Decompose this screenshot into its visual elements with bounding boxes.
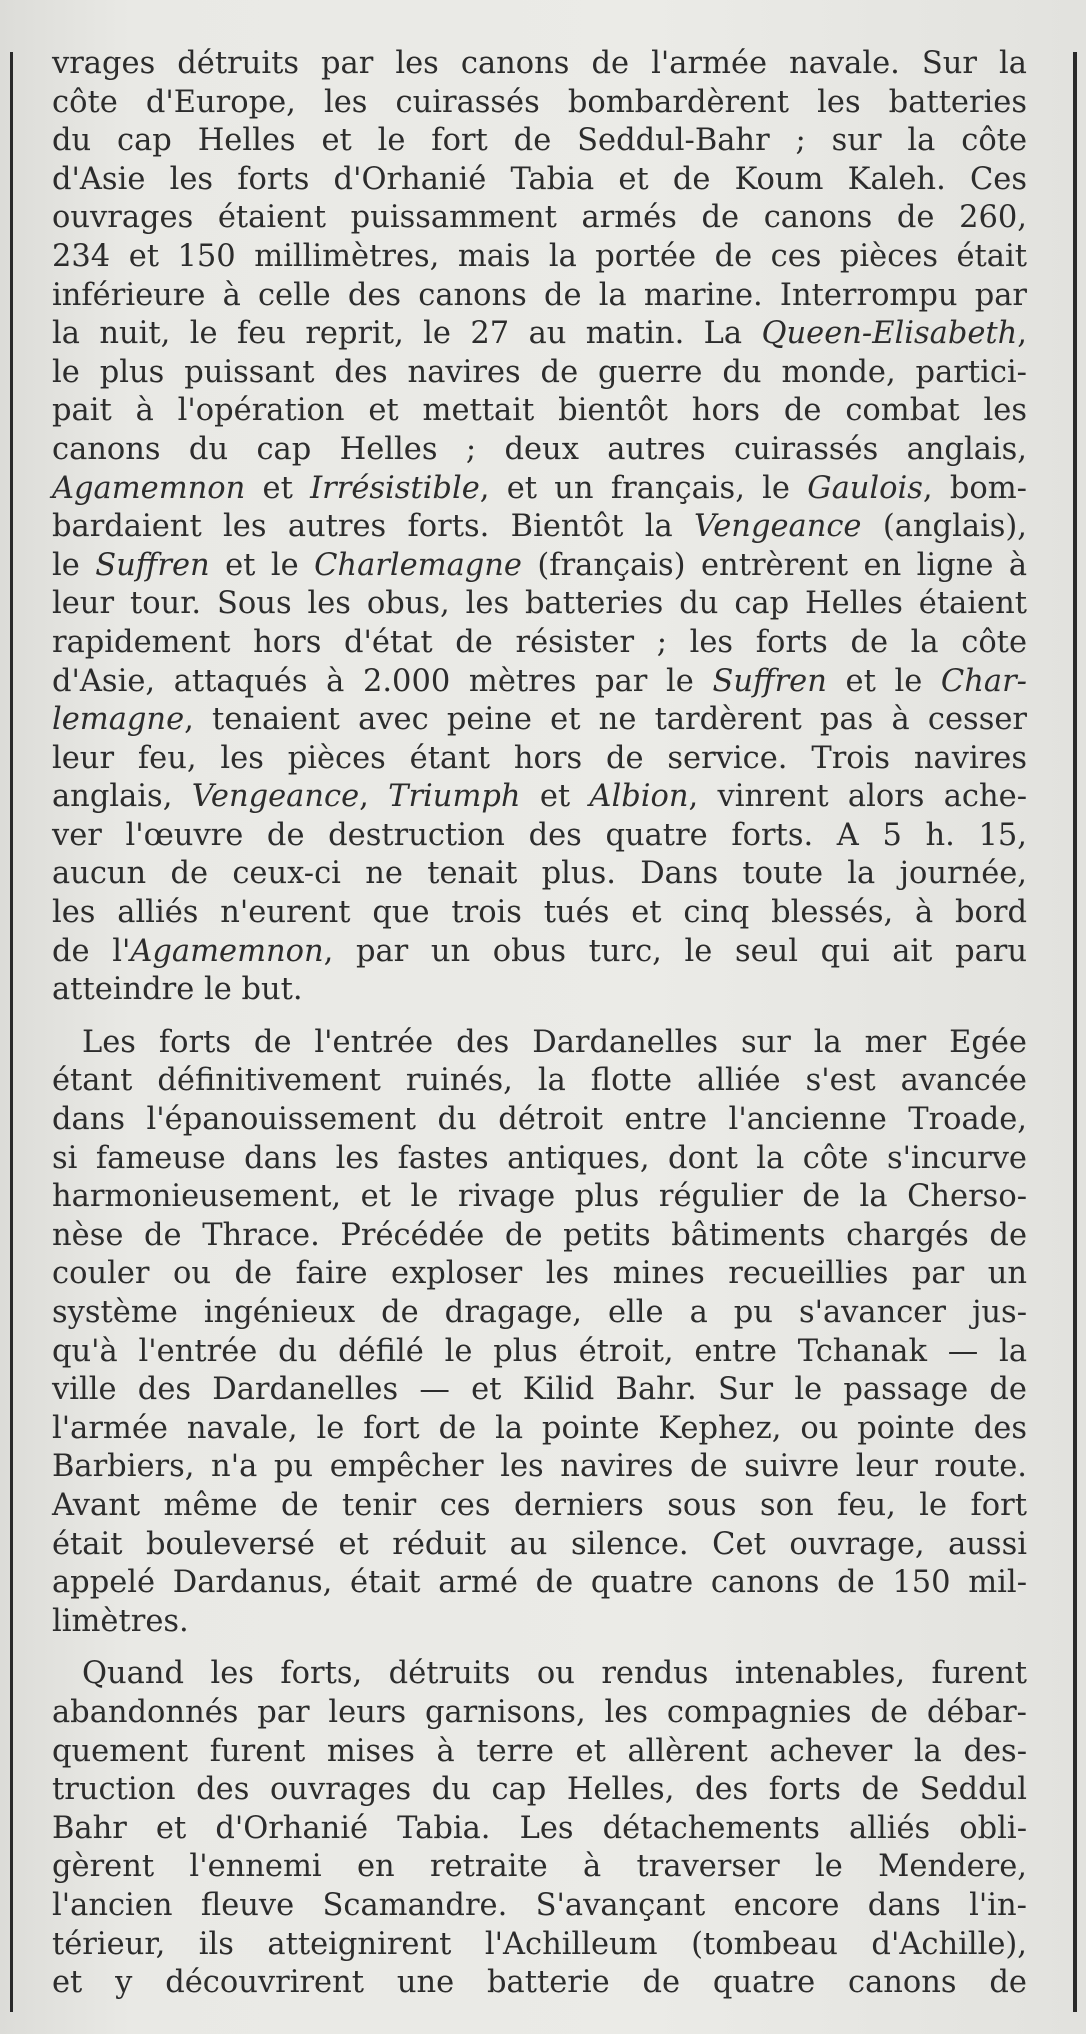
text-line: l'ancien fleuve Scamandre. S'avançant encore dans l'in- [52,1887,1027,1923]
text-line: le Suffren et le Charlemagne (français) entrèrent en ligne à [52,547,1028,583]
text-line: gèrent l'ennemi en retraite à traverser le Mendere, [52,1849,1027,1885]
text-line: inférieure à celle des canons de la marine. Interrompu par [52,277,1027,313]
text-line: du cap Helles et le fort de Seddul-Bahr ; sur la côte [52,123,1027,159]
ship-name: Charlemagne [314,547,522,583]
text-line: leur tour. Sous les obus, les batteries du cap Helles étaient [52,586,1027,622]
text-line: pait à l'opération et mettait bientôt hors de combat les [52,393,1027,429]
text-line: Barbiers, n'a pu empêcher les navires de suivre leur route. [52,1449,1027,1485]
text-line: Quand les forts, détruits ou rendus intenables, furent [82,1656,1027,1692]
text-line: truction des ouvrages du cap Helles, des forts de Seddul [52,1772,1027,1808]
text-line: était bouleversé et réduit au silence. Cet ouvrage, aussi [52,1526,1027,1562]
ship-name: Albion [589,779,689,815]
text-line: rapidement hors d'état de résister ; les forts de la côte [52,624,1027,660]
text-line: abandonnés par leurs garnisons, les compagnies de débar- [52,1694,1027,1730]
text-line: et y découvrirent une batterie de quatre canons de [52,1965,1027,2001]
text-line: canons du cap Helles ; deux autres cuirassés anglais, [52,431,1027,467]
text-line: Bahr et d'Orhanié Tabia. Les détachements alliés obli- [52,1810,1027,1846]
text-line: les alliés n'eurent que trois tués et cinq blessés, à bord [52,895,1027,931]
text-line: Agamemnon et Irrésistible, et un français, le Gaulois, bom- [52,470,1027,506]
text-line: ville des Dardanelles — et Kilid Bahr. Sur le passage de [52,1372,1027,1408]
text-line: côte d'Europe, les cuirassés bombardèrent les batteries [52,84,1027,120]
text-line: lemagne, tenaient avec peine et ne tardèrent pas à cesser [52,702,1027,738]
text-line: l'armée navale, le fort de la pointe Kephez, ou pointe des [52,1410,1027,1446]
text-line: leur feu, les pièces étant hors de service. Trois navires [52,740,1027,776]
ship-name: Suffren [712,663,827,699]
text-line: de l'Agamemnon, par un obus turc, le seul qui ait paru [52,933,1027,969]
paragraph-gap [52,1010,1027,1024]
text-line: appelé Dardanus, était armé de quatre canons de 150 mil- [52,1565,1027,1601]
text-line: dans l'épanouissement du détroit entre l'ancienne Troade, [52,1102,1027,1138]
text-line: harmonieusement, et le rivage plus régulier de la Cherso- [52,1179,1027,1215]
paragraph-gap [52,1641,1027,1655]
body-text [52,45,1027,2003]
text-line: couler ou de faire exploser les mines recueillies par un [52,1256,1027,1292]
text-line: quement furent mises à terre et allèrent achever la des- [52,1733,1027,1769]
right-margin-rule [1073,52,1077,2012]
ship-name: lemagne [52,702,185,738]
text-line: Avant même de tenir ces derniers sous son feu, le fort [52,1487,1027,1523]
ship-name: Gaulois [807,470,923,506]
ship-name: Triumph [388,779,521,815]
text-line: étant définitivement ruinés, la flotte alliée s'est avancée [52,1063,1027,1099]
text-line: qu'à l'entrée du défilé le plus étroit, entre Tchanak — la [52,1333,1027,1369]
text-line: bardaient les autres forts. Bientôt la Vengeance (anglais), [52,509,1028,545]
text-line: ouvrages étaient puissamment armés de canons de 260, [52,200,1027,236]
ship-name: Queen-Elisabeth [761,316,1018,352]
ship-name: Suffren [95,547,210,583]
text-line: aucun de ceux-ci ne tenait plus. Dans toute la journée, [52,856,1027,892]
text-line: ver l'œuvre de destruction des quatre forts. A 5 h. 15, [52,817,1027,853]
text-line: système ingénieux de dragage, elle a pu s'avancer jus- [52,1295,1027,1330]
text-line: Les forts de l'entrée des Dardanelles sur la mer Egée [82,1024,1027,1060]
text-line: térieur, ils atteignirent l'Achilleum (tombeau d'Achille), [52,1926,1027,1962]
text-line: le plus puissant des navires de guerre du monde, partici- [52,354,1027,390]
ship-name: Vengeance [694,509,862,545]
text-line: 234 et 150 millimètres, mais la portée de ces pièces était [52,238,1027,274]
ship-name: Irrésistible [310,470,480,506]
text-line: si fameuse dans les fastes antiques, dont la côte s'incurve [52,1140,1027,1176]
text-line: la nuit, le feu reprit, le 27 au matin. La Queen-Elisabeth, [52,316,1027,352]
ship-name: Char- [940,663,1027,699]
text-line: d'Asie, attaqués à 2.000 mètres par le Suffren et le Char- [52,663,1027,699]
text-line: anglais, Vengeance, Triumph et Albion, vinrent alors ache- [52,779,1027,815]
text-line: d'Asie les forts d'Orhanié Tabia et de Koum Kaleh. Ces [52,161,1027,197]
text-line: nèse de Thrace. Précédée de petits bâtiments chargés de [52,1217,1027,1253]
left-margin-rule [10,52,13,2012]
ship-name: Agamemnon [52,470,246,506]
ship-name: Vengeance [191,779,360,815]
text-line: vrages détruits par les canons de l'armée navale. Sur la [52,46,1027,81]
ship-name: Agamemnon [130,933,324,969]
text-line: limètres. [52,1603,189,1639]
text-line: atteindre le but. [52,972,303,1008]
